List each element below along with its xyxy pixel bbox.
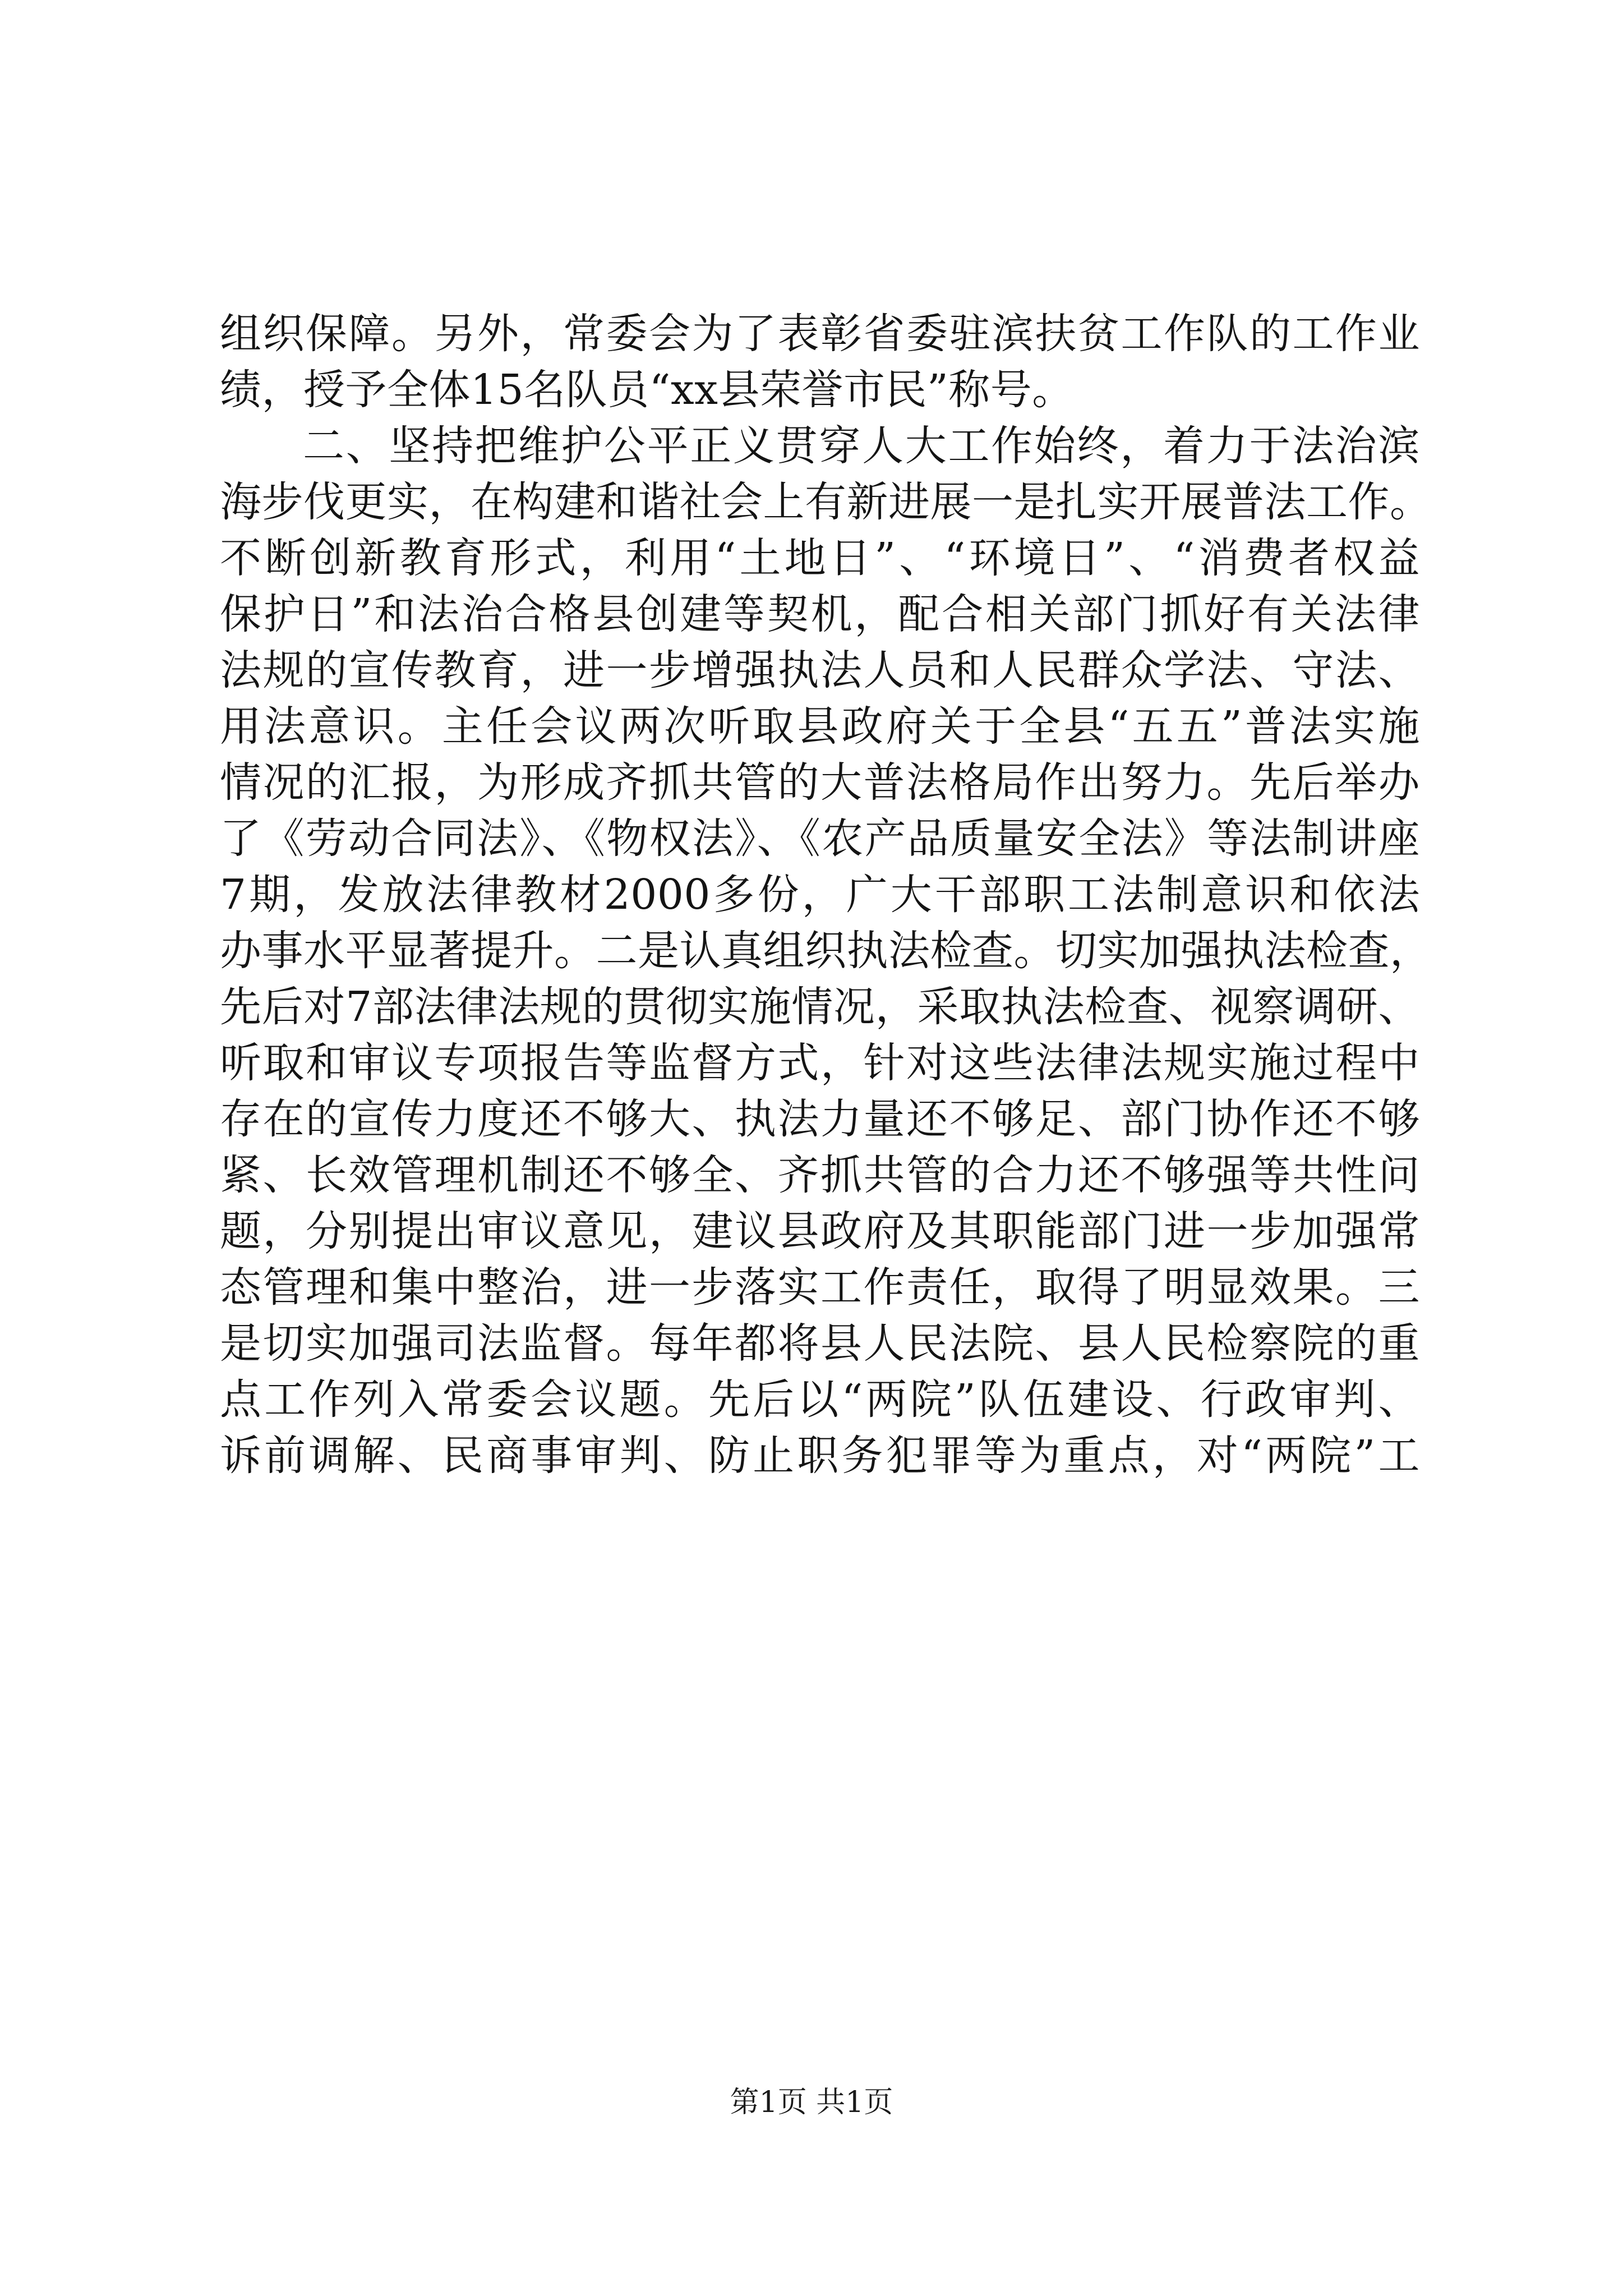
text-line: 不断创新教育形式，利用“土地日”、“环境日”、“消费者权益 xyxy=(220,534,1420,582)
text-line: 诉前调解、民商事审判、防止职务犯罪等为重点，对“两院”工 xyxy=(220,1432,1420,1480)
text-line: 7期，发放法律教材2000多份，广大干部职工法制意识和依法 xyxy=(220,871,1420,919)
document-body xyxy=(220,306,1432,1484)
text-line: 态管理和集中整治，进一步落实工作责任，取得了明显效果。三 xyxy=(220,1263,1420,1312)
text-line: 题，分别提出审议意见，建议县政府及其职能部门进一步加强常 xyxy=(220,1207,1420,1255)
text-line: 海步伐更实，在构建和谐社会上有新进展一是扎实开展普法工作。 xyxy=(220,478,1432,526)
text-line: 是切实加强司法监督。每年都将县人民法院、县人民检察院的重 xyxy=(220,1319,1420,1368)
text-line: 用法意识。主任会议两次听取县政府关于全县“五五”普法实施 xyxy=(220,702,1420,751)
paragraph-heading-line: 二、坚持把维护公平正义贯穿人大工作始终，着力于法治滨 xyxy=(303,422,1420,470)
text-line: 了《劳动合同法》、《物权法》、《农产品质量安全法》等法制讲座 xyxy=(220,815,1420,863)
page-number-footer: 第1页 共1页 xyxy=(730,2086,893,2119)
text-line: 先后对7部法律法规的贯彻实施情况，采取执法检查、视察调研、 xyxy=(220,983,1420,1031)
text-line: 紧、长效管理机制还不够全、齐抓共管的合力还不够强等共性问 xyxy=(220,1151,1420,1199)
text-line: 办事水平显著提升。二是认真组织执法检查。切实加强执法检查， xyxy=(220,927,1432,975)
text-line: 存在的宣传力度还不够大、执法力量还不够足、部门协作还不够 xyxy=(220,1095,1420,1143)
text-line: 绩，授予全体15名队员“xx县荣誉市民”称号。 xyxy=(220,366,1074,414)
text-line: 听取和审议专项报告等监督方式，针对这些法律法规实施过程中 xyxy=(220,1039,1420,1087)
text-line: 情况的汇报，为形成齐抓共管的大普法格局作出努力。先后举办 xyxy=(220,758,1420,807)
text-line: 组织保障。另外，常委会为了表彰省委驻滨扶贫工作队的工作业 xyxy=(220,310,1420,358)
text-line: 法规的宣传教育，进一步增强执法人员和人民群众学法、守法、 xyxy=(220,646,1420,694)
text-line: 点工作列入常委会议题。先后以“两院”队伍建设、行政审判、 xyxy=(220,1375,1420,1424)
text-line: 保护日”和法治合格县创建等契机，配合相关部门抓好有关法律 xyxy=(220,590,1420,638)
